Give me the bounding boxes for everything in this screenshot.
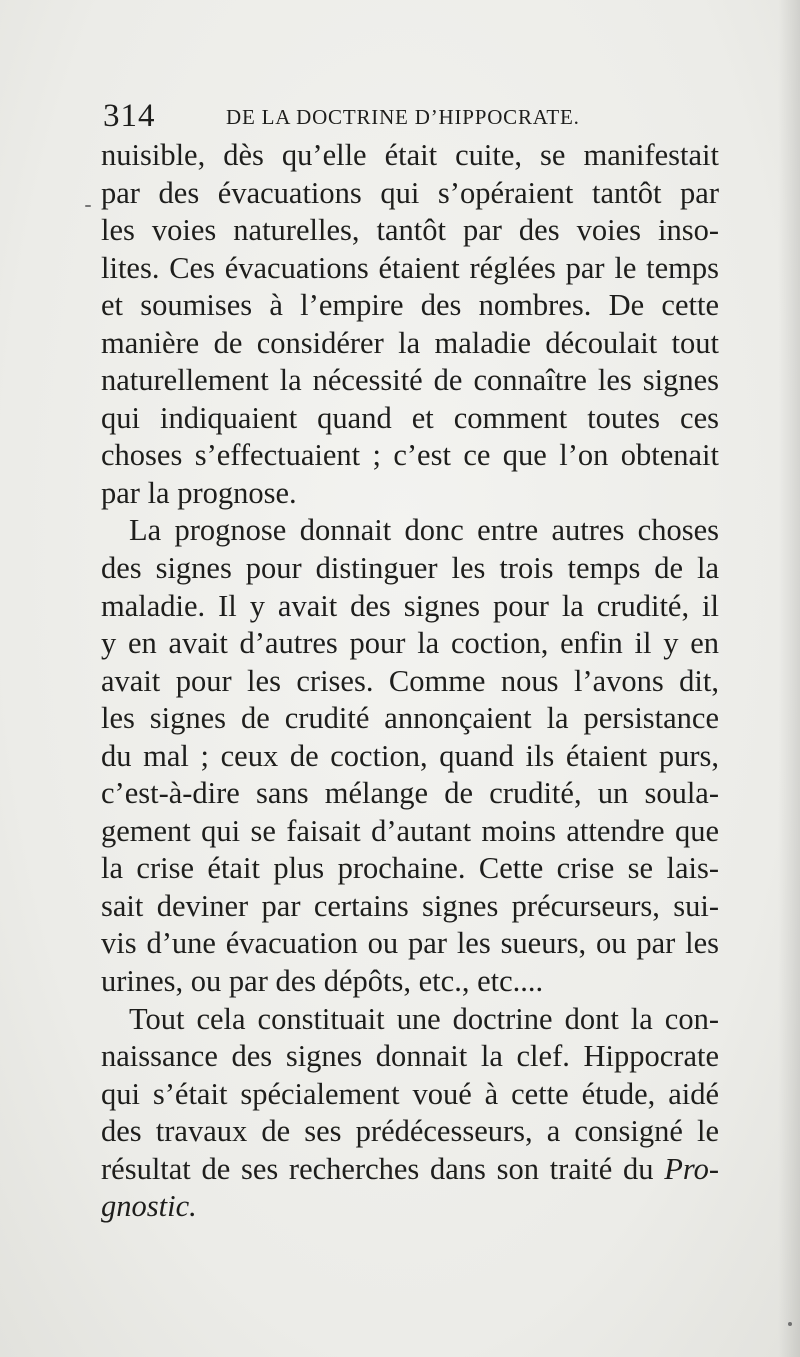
- text-line: manière de considérer la maladie découlait tout: [101, 325, 719, 360]
- text-line: urines, ou par des dépôts, etc., etc....: [101, 964, 544, 999]
- text-line: qui s’était spécialement voué à cette étude, aidé: [101, 1076, 719, 1111]
- text-line: Tout cela constituait une doctrine dont la con-: [129, 1001, 719, 1036]
- text-line: par des évacuations qui s’opéraient tantôt par: [101, 175, 719, 210]
- text-line: [101, 1151, 719, 1189]
- text-fragment-italic: Pro-: [664, 1151, 719, 1186]
- text-line: qui indiquaient quand et comment toutes ces: [101, 400, 719, 435]
- text-line: et soumises à l’empire des nombres. De cette: [101, 288, 719, 323]
- body-text: [101, 137, 719, 1226]
- text-fragment: résultat de ses recherches dans son traité du: [101, 1151, 654, 1186]
- text-line: nuisible, dès qu’elle était cuite, se manifestait: [101, 138, 719, 172]
- text-line: sait deviner par certains signes précurseurs, sui-: [101, 888, 719, 923]
- text-line: La prognose donnait donc entre autres choses: [129, 513, 719, 548]
- text-line: du mal ; ceux de coction, quand ils étaient purs,: [101, 738, 719, 773]
- text-line: vis d’une évacuation ou par les sueurs, ou par les: [101, 926, 719, 961]
- text-line: des signes pour distinguer les trois temps de la: [101, 551, 719, 586]
- text-line: gnostic.: [101, 1189, 197, 1224]
- text-line: maladie. Il y avait des signes pour la crudité, il: [101, 588, 719, 623]
- page-header: [103, 96, 723, 136]
- page-number: 314: [103, 98, 156, 134]
- text-line: lites. Ces évacuations étaient réglées par le temps: [101, 250, 719, 285]
- text-line: les voies naturelles, tantôt par des voies inso-: [101, 213, 719, 248]
- text-line: naturellement la nécessité de connaître les signes: [101, 363, 719, 398]
- text-line: gement qui se faisait d’autant moins attendre que: [101, 813, 719, 848]
- page-edge-shadow: [778, 0, 800, 1357]
- text-line: des travaux de ses prédécesseurs, a consigné le: [101, 1114, 719, 1149]
- text-line: choses s’effectuaient ; c’est ce que l’on obtenait: [101, 438, 719, 473]
- text-line: par la prognose.: [101, 475, 297, 510]
- text-line: avait pour les crises. Comme nous l’avons dit,: [101, 663, 719, 698]
- text-line: la crise était plus prochaine. Cette crise se lais-: [101, 851, 719, 886]
- text-line: naissance des signes donnait la clef. Hippocrate: [101, 1039, 719, 1074]
- running-title: DE LA DOCTRINE D’HIPPOCRATE.: [226, 105, 580, 129]
- paper-speck: [85, 205, 91, 207]
- text-line: c’est-à-dire sans mélange de crudité, un soula-: [101, 776, 719, 811]
- text-line: y en avait d’autres pour la coction, enfin il y en: [101, 626, 719, 661]
- text-line: les signes de crudité annonçaient la persistance: [101, 701, 719, 736]
